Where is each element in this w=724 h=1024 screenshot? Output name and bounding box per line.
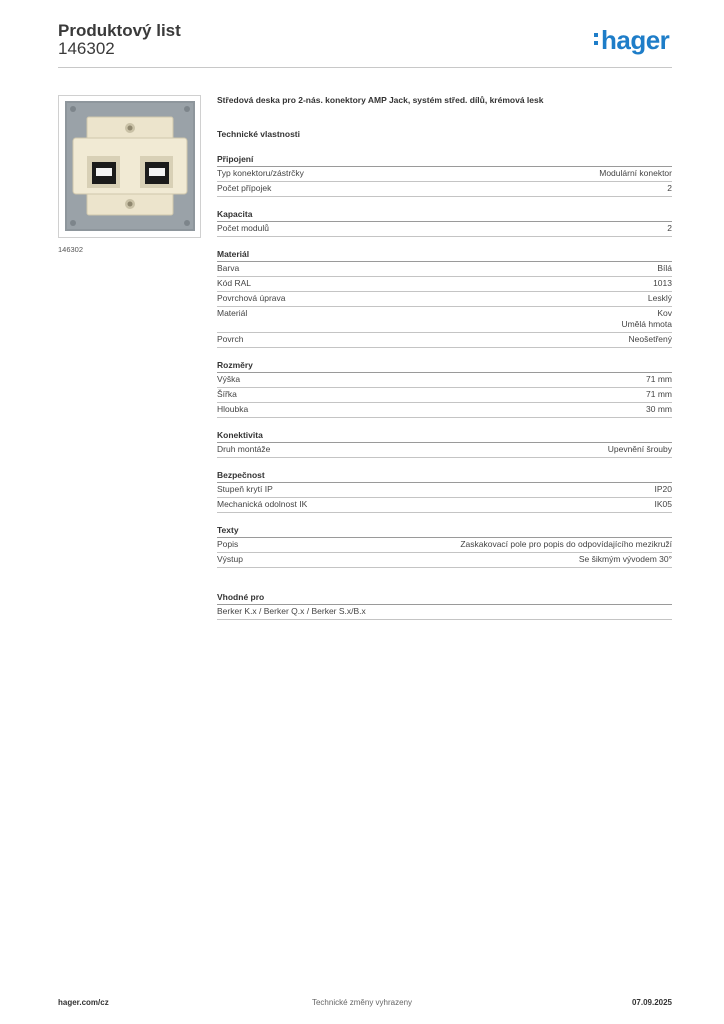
spec-value	[621, 308, 672, 330]
spec-row	[217, 182, 672, 197]
spec-value	[646, 389, 672, 400]
section-title: Připojení	[217, 154, 672, 167]
spec-label: Berker K.x / Berker Q.x / Berker S.x/B.x	[217, 606, 366, 616]
spec-value	[667, 183, 672, 194]
spec-section	[217, 249, 672, 348]
spec-value-line: 71 mm	[646, 389, 672, 399]
spec-label: Povrch	[217, 334, 244, 344]
product-photo-icon	[59, 96, 200, 237]
spec-label: Druh montáže	[217, 444, 271, 454]
spec-label: Hloubka	[217, 404, 249, 414]
spec-row	[217, 262, 672, 277]
spec-label: Kód RAL	[217, 278, 252, 288]
spec-row	[217, 403, 672, 418]
spec-section	[217, 154, 672, 197]
spec-content	[217, 95, 672, 632]
spec-value-line: 2	[667, 183, 672, 193]
section-title: Materiál	[217, 249, 672, 262]
spec-value	[667, 223, 672, 234]
tech-properties-heading: Technické vlastnosti	[217, 129, 300, 139]
spec-label: Počet modulů	[217, 223, 269, 233]
spec-label: Popis	[217, 539, 239, 549]
section-title: Kapacita	[217, 209, 672, 222]
spec-row	[217, 483, 672, 498]
spec-value-line: Modulární konektor	[599, 168, 672, 178]
spec-row	[217, 388, 672, 403]
spec-label: Povrchová úprava	[217, 293, 286, 303]
spec-value-line: Zaskakovací pole pro popis do odpovídajícího mezikruží	[460, 539, 672, 549]
spec-row	[217, 538, 672, 553]
spec-row	[217, 167, 672, 182]
spec-section	[217, 209, 672, 237]
spec-label: Šířka	[217, 389, 237, 399]
footer-website[interactable]: hager.com/cz	[58, 998, 109, 1007]
spec-section	[217, 360, 672, 418]
footer-notice: Technické změny vyhrazeny	[311, 998, 413, 1007]
spec-value	[655, 499, 673, 510]
spec-row	[217, 373, 672, 388]
logo-text: hager	[601, 25, 670, 55]
spec-row	[217, 292, 672, 307]
spec-value-line: Umělá hmota	[621, 319, 672, 329]
spec-value	[608, 444, 672, 455]
spec-label: Výstup	[217, 554, 243, 564]
spec-row	[217, 307, 672, 333]
spec-value-line: Kov	[657, 308, 672, 318]
spec-value	[629, 334, 672, 345]
spec-label: Výška	[217, 374, 241, 384]
hager-logo	[594, 27, 669, 53]
spec-label: Stupeň krytí IP	[217, 484, 273, 494]
spec-value-line: 71 mm	[646, 374, 672, 384]
spec-value	[646, 374, 672, 385]
spec-value-line: 30 mm	[646, 404, 672, 414]
spec-value-line: Bílá	[657, 263, 672, 273]
section-title: Konektivita	[217, 430, 672, 443]
spec-value-line: IP20	[654, 484, 672, 494]
spec-value	[579, 554, 672, 565]
spec-label: Materiál	[217, 308, 248, 318]
spec-label: Barva	[217, 263, 240, 273]
spec-value	[460, 539, 672, 550]
spec-section	[217, 525, 672, 568]
header-divider	[58, 67, 672, 68]
spec-section	[217, 470, 672, 513]
image-caption: 146302	[58, 245, 84, 254]
spec-sections	[217, 154, 672, 568]
spec-value-line: Lesklý	[647, 293, 672, 303]
spec-label: Mechanická odolnost IK	[217, 499, 308, 509]
product-code: 146302	[58, 39, 115, 58]
spec-section	[217, 430, 672, 458]
spec-row	[217, 333, 672, 348]
section-title: Rozměry	[217, 360, 672, 373]
page-title: Produktový list	[58, 21, 181, 40]
spec-value-line: Upevnění šrouby	[607, 444, 672, 454]
spec-value-line: Neošetřený	[628, 334, 672, 344]
section-title: Vhodné pro	[217, 592, 672, 605]
spec-label: Typ konektoru/zástrčky	[217, 168, 304, 178]
section-title: Texty	[217, 525, 672, 538]
spec-value-line: IK05	[654, 499, 672, 509]
footer-date: 07.09.2025	[631, 998, 672, 1007]
spec-value	[646, 404, 672, 415]
suitable-section	[217, 592, 672, 620]
spec-value-line: 1013	[653, 278, 672, 288]
spec-label: Počet přípojek	[217, 183, 272, 193]
logo-dots-icon	[594, 33, 599, 49]
spec-value	[653, 278, 672, 289]
spec-value	[648, 293, 672, 304]
spec-value	[599, 168, 672, 179]
spec-row	[217, 553, 672, 568]
spec-value-line: 2	[667, 223, 672, 233]
spec-value-line: Se šikmým vývodem 30°	[578, 554, 672, 564]
spec-row	[217, 277, 672, 292]
spec-row	[217, 605, 672, 620]
spec-row	[217, 222, 672, 237]
product-description: Středová deska pro 2-nás. konektory AMP Jack, systém střed. dílů, krémová lesk	[217, 95, 544, 105]
product-image	[58, 95, 201, 238]
spec-row	[217, 443, 672, 458]
spec-value	[655, 484, 673, 495]
spec-row	[217, 498, 672, 513]
section-title: Bezpečnost	[217, 470, 672, 483]
spec-value	[657, 263, 672, 274]
